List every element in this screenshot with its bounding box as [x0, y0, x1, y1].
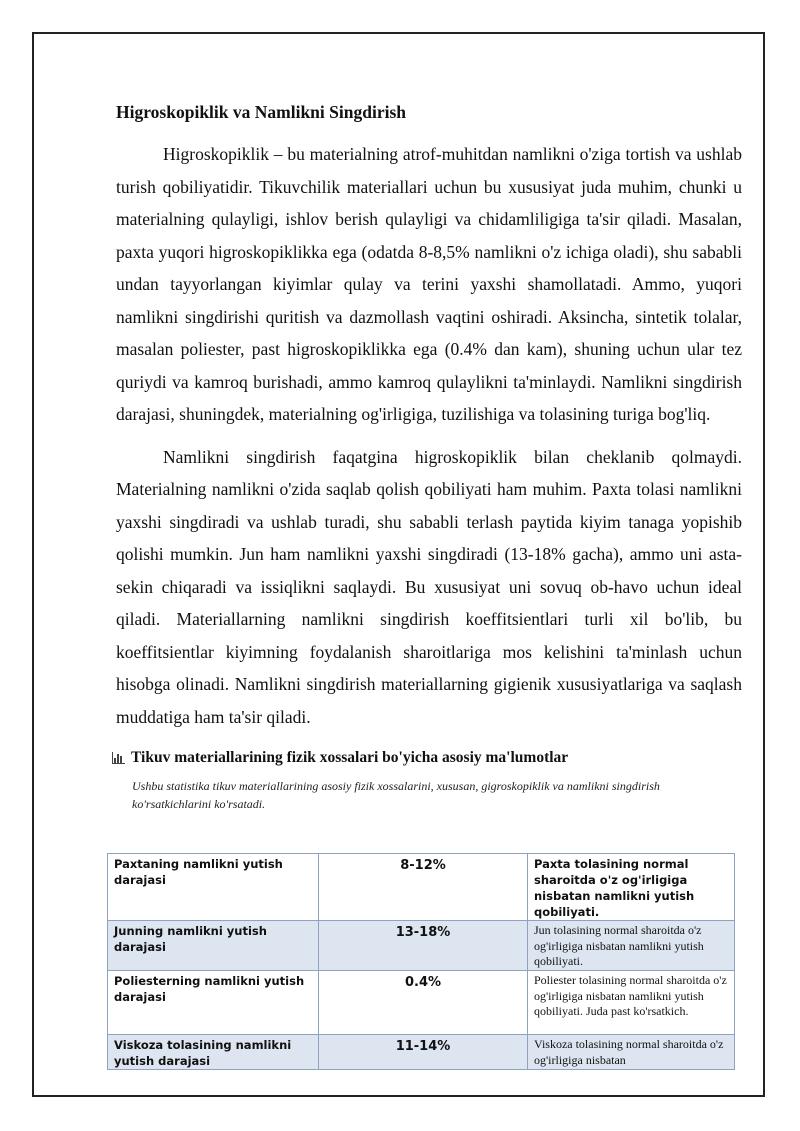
row-value: 8-12% [319, 854, 528, 921]
paragraph-moisture-absorption: Namlikni singdirish faqatgina higroskopiklik bilan cheklanib qolmaydi. Materialning namlikni o'zida saqlab qolish qobiliyati ham muhim. Paxta tolasi namlikni yaxshi singdiradi va ushlab turadi, shu sababli terlash paytida kiyim tanaga yopishib qolishi mumkin. Jun ham namlikni yaxshi singdiradi (13-18% gacha), ammo uni asta-sekin chiqaradi va issiqlikni saqlaydi. Bu xususiyat uni sovuq ob-havo uchun ideal qiladi. Materiallarning namlikni singdirish koeffitsientlari turli xil bo'lib, bu koeffitsientlar kiyimning foydalanish sharoitlariga mos kelishini ta'minlash uchun hisobga olinadi. Namlikni singdirish materiallarning gigienik xususiyatlariga va saqlash muddatiga ham ta'sir qiladi. [116, 446, 742, 727]
row-label: Paxtaning namlikni yutish darajasi [108, 854, 319, 921]
row-note: Poliester tolasining normal sharoitda o'z og'irligiga nisbatan namlikni yutish qobiliyati. Juda past ko'rsatkich. [528, 971, 735, 1035]
row-label: Junning namlikni yutish darajasi [108, 921, 319, 971]
row-label: Poliesterning namlikni yutish darajasi [108, 971, 319, 1035]
row-label: Viskoza tolasining namlikni yutish darajasi [108, 1035, 319, 1070]
row-note: Jun tolasining normal sharoitda o'z og'irligiga nisbatan namlikni yutish qobiliyati. [528, 921, 735, 971]
bar-chart-icon [112, 752, 125, 764]
table-row [108, 921, 735, 971]
row-value: 11-14% [319, 1035, 528, 1070]
row-value: 13-18% [319, 921, 528, 971]
table-row [108, 1035, 735, 1070]
document-body [116, 100, 742, 813]
table-row [108, 854, 735, 921]
row-value: 0.4% [319, 971, 528, 1035]
properties-table [107, 853, 735, 1070]
row-note: Paxta tolasining normal sharoitda o'z og'irligiga nisbatan namlikni yutish qobiliyati. [528, 854, 735, 921]
table-section-title-text: Tikuv materiallarining fizik xossalari bo'yicha asosiy ma'lumotlar [131, 749, 569, 766]
paragraph-hygroscopicity: Higroskopiklik – bu materialning atrof-muhitdan namlikni o'ziga tortish va ushlab turish qobiliyatidir. Tikuvchilik materiallari uchun bu xususiyat juda muhim, chunki u materialning qulayligi, ishlov berish qulayligi va chidamliligiga ta'sir qiladi. Masalan, paxta yuqori higroskopiklikka ega (odatda 8-8,5% namlikni o'z ichiga oladi), shu sababli undan tayyorlangan kiyimlar qulay va terini yaxshi shamollatadi. Ammo, yuqori namlikni singdirishi quritish va dazmollash vaqtini oshiradi. Aksincha, sintetik tolalar, masalan poliester, past higroskopiklikka ega (0.4% dan kam), shuning uchun ular tez quriydi va kamroq burishadi, ammo kamroq qulaylikni ta'minlaydi. Namlikni singdirish darajasi, shuningdek, materialning og'irligiga, tuzilishiga va tolasining turiga bog'liq. [116, 144, 742, 424]
table-row [108, 971, 735, 1035]
section-heading: Higroskopiklik va Namlikni Singdirish [116, 102, 406, 122]
row-note: Viskoza tolasining normal sharoitda o'z og'irligiga nisbatan [528, 1035, 735, 1070]
table-caption: Ushbu statistika tikuv materiallarining asosiy fizik xossalarini, xususan, gigroskopiklik va namlikni singdirish ko'rsatkichlarini ko'rsatadi. [132, 779, 660, 811]
table-section-title [112, 747, 742, 769]
